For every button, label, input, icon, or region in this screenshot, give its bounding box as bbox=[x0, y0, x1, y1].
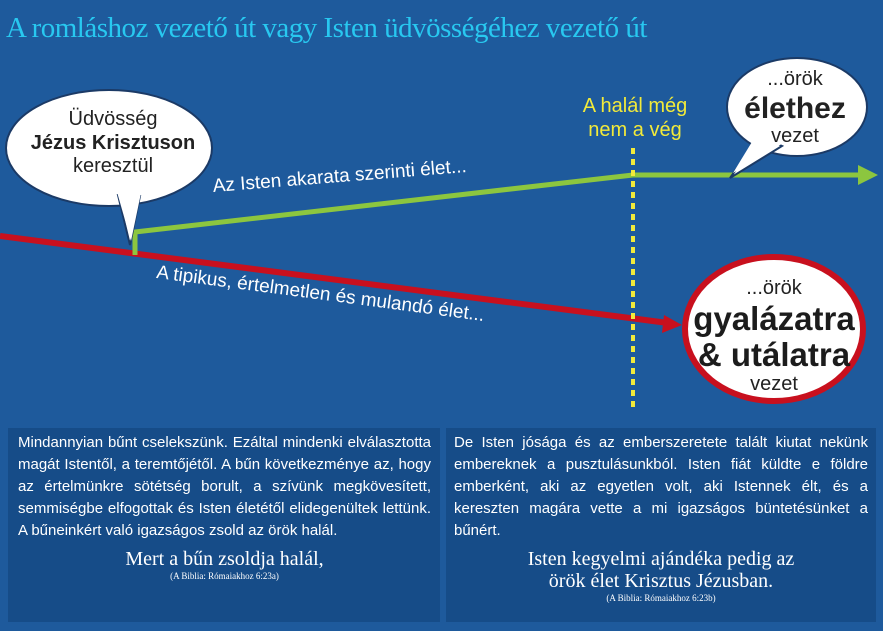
page-title: A romláshoz vezető út vagy Isten üdvösségéhez vezető út bbox=[6, 12, 647, 44]
eternal-shame-line1: ...örök bbox=[746, 277, 802, 299]
eternal-shame-text bbox=[690, 277, 858, 397]
death-label bbox=[570, 94, 700, 142]
right-panel-quote-line1: Isten kegyelmi ajándéka pedig az bbox=[527, 548, 795, 570]
eternal-life-line3: vezet bbox=[771, 124, 819, 147]
right-panel-quote-line2: örök élet Krisztus Jézusban. bbox=[548, 570, 774, 592]
eternal-life-line1: ...örök bbox=[767, 68, 823, 90]
eternal-life-bubble-text bbox=[734, 68, 856, 148]
red-path-arrowhead bbox=[662, 315, 682, 333]
right-text-panel bbox=[446, 428, 876, 622]
death-label-line1: A halál még bbox=[582, 95, 688, 117]
eternal-shame-line4: vezet bbox=[750, 373, 798, 396]
left-panel-quote: Mert a bűn zsoldja halál, bbox=[125, 548, 324, 570]
right-panel-quote bbox=[454, 548, 868, 592]
left-panel-paragraph: Mindannyian bűnt cselekszünk. Ezáltal mindenki elválasztotta magát Istentől, a teremtőjétől. A bűn következménye az, hogy az értelmünkre sötétség borult, a szívünk megkövesített, semmiségbe elfogottak és Isten életétől elidegenültek lettünk. A bűneinkért való igazságos zsold az örök halál. bbox=[18, 434, 431, 539]
salvation-line1: Üdvösség bbox=[68, 108, 158, 130]
eternal-shame-line2: gyalázatra bbox=[693, 299, 855, 337]
green-path-label: Az Isten akarata szerinti élet... bbox=[212, 156, 468, 197]
red-path-label: A tipikus, értelmetlen és mulandó élet... bbox=[155, 262, 486, 326]
right-panel-paragraph: De Isten jósága és az emberszeretete talált kiutat nekünk embereknek a pusztulásunkból. Isten fiát küldte e földre emberként, aki az egyetlen volt, aki Istennek élt, és a kereszten magára vette a mi igazságos büntetésünket a bűnért. bbox=[454, 434, 868, 539]
salvation-line3: keresztül bbox=[72, 155, 154, 178]
left-panel-reference: (A Biblia: Rómaiakhoz 6:23a) bbox=[170, 571, 279, 581]
left-text-panel bbox=[8, 428, 440, 622]
right-panel-reference: (A Biblia: Rómaiakhoz 6:23b) bbox=[606, 593, 716, 603]
salvation-bubble-text bbox=[18, 108, 208, 179]
salvation-line2: Jézus Krisztuson bbox=[30, 131, 196, 154]
eternal-shame-line3: & utálatra bbox=[697, 335, 851, 373]
red-path-line bbox=[0, 236, 668, 323]
green-path-arrowhead bbox=[858, 165, 878, 185]
eternal-life-line2: élethez bbox=[744, 91, 846, 125]
death-label-line2: nem a vég bbox=[588, 119, 682, 141]
